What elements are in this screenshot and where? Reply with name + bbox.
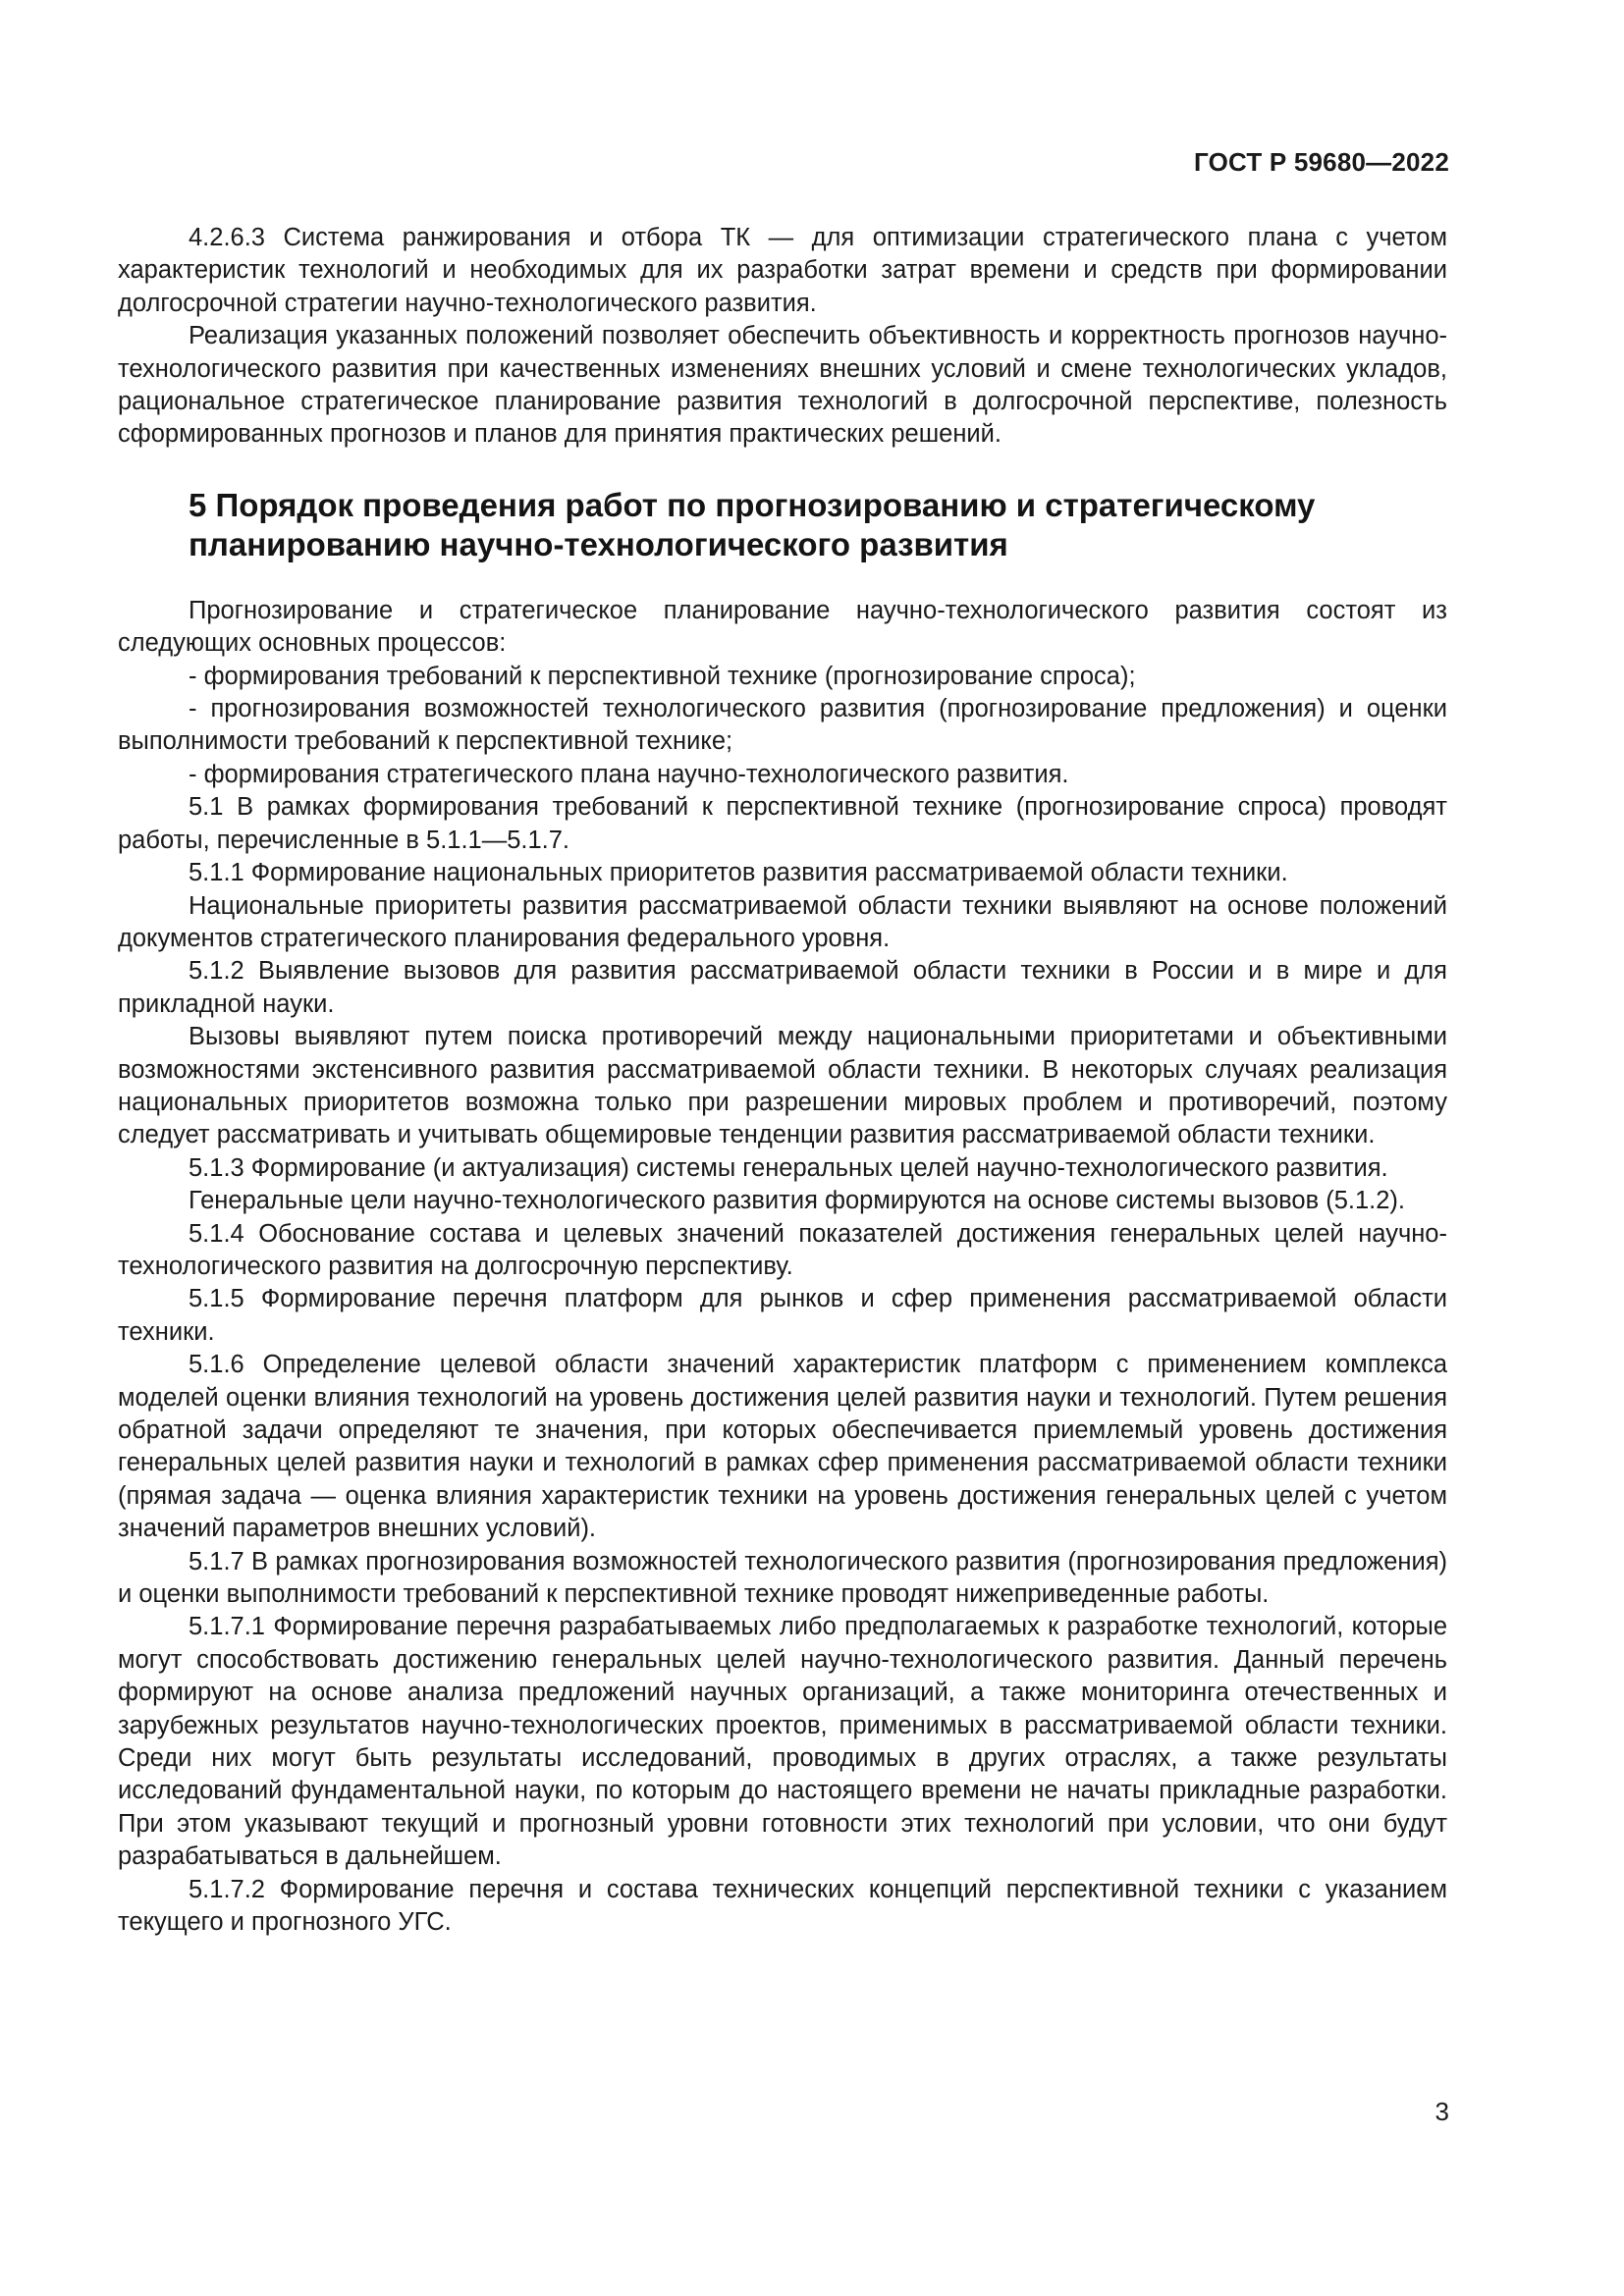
list-item-demand: - формирования требований к перспективной технике (прогнозирование спроса); bbox=[189, 662, 1136, 690]
paragraph-general-goals: Генеральные цели научно-технологического развития формируются на основе системы вызовов (5.1.2). bbox=[189, 1187, 1405, 1215]
paragraph-challenges: Вызовы выявляют путем поиска противоречий между национальными приоритетами и объективными возможностями экстенсивного развития рассматриваемой области техники. В некоторых случаях реализация национальных приоритетов возможна только при разрешении мировых проблем и противоречий, поэтому следует рассматривать и учитывать общемировые тенденции развития рассматриваемой области техники. bbox=[118, 1023, 1447, 1149]
paragraph-5-1-3: 5.1.3 Формирование (и актуализация) системы генеральных целей научно-технологического развития. bbox=[189, 1153, 1388, 1182]
paragraph-5-1-7: 5.1.7 В рамках прогнозирования возможностей технологического развития (прогнозирования предложения) и оценки выполнимости требований к перспективной технике проводят нижеприведенные работы. bbox=[118, 1547, 1447, 1609]
paragraph-5-1-4: 5.1.4 Обоснование состава и целевых значений показателей достижения генеральных целей научно-технологического развития на долгосрочную перспективу. bbox=[118, 1219, 1447, 1280]
list-item-supply: - прогнозирования возможностей технологического развития (прогнозирование предложения) и оценки выполнимости требований к перспективной технике; bbox=[118, 695, 1447, 756]
paragraph-5-1-1: 5.1.1 Формирование национальных приоритетов развития рассматриваемой области техники. bbox=[189, 859, 1288, 887]
paragraph-intro: Прогнозирование и стратегическое планирование научно-технологического развития состоят из следующих основных процессов: bbox=[118, 596, 1447, 658]
paragraph-5-1-7-1: 5.1.7.1 Формирование перечня разрабатываемых либо предполагаемых к разработке технологий, которые могут способствовать достижению генеральных целей научно-технологического развития. Данный перечень формируют на основе анализа предложений научных организаций, а также мониторинга отечественных и зарубежных результатов научно-технологических проектов, применимых в рассматриваемой области техники. Среди них могут быть результаты исследований, проводимых в других отраслях, а также результаты исследований фундаментальной науки, по которым до настоящего времени не начаты прикладные разработки. При этом указывают текущий и прогнозный уровни готовности этих технологий при условии, что они будут разрабатываться в дальнейшем. bbox=[118, 1613, 1447, 1871]
list-item-strategic-plan: - формирования стратегического плана научно-технологического развития. bbox=[189, 760, 1069, 788]
section-5-title: 5 Порядок проведения работ по прогнозированию и стратегическому планированию научно-технологического развития bbox=[189, 486, 1316, 562]
document-code: ГОСТ Р 59680—2022 bbox=[1194, 147, 1449, 177]
paragraph-5-1-2: 5.1.2 Выявление вызовов для развития рассматриваемой области техники в России и в мире и для прикладной науки. bbox=[118, 957, 1447, 1018]
paragraph-national-priorities: Национальные приоритеты развития рассматриваемой области техники выявляют на основе положений документов стратегического планирования федерального уровня. bbox=[118, 891, 1447, 952]
document-body bbox=[118, 222, 1447, 1940]
page-number: 3 bbox=[1435, 2097, 1449, 2126]
paragraph-5-1-5: 5.1.5 Формирование перечня платформ для рынков и сфер применения рассматриваемой области техники. bbox=[118, 1285, 1447, 1346]
paragraph-4-2-6-3: 4.2.6.3 Система ранжирования и отбора ТК — для оптимизации стратегического плана с учетом характеристик технологий и необходимых для их разработки затрат времени и средств при формировании долгосрочной стратегии научно-технологического развития. bbox=[118, 224, 1447, 317]
paragraph-5-1-7-2: 5.1.7.2 Формирование перечня и состава технических концепций перспективной техники с указанием текущего и прогнозного УГС. bbox=[118, 1875, 1447, 1937]
paragraph-5-1-6: 5.1.6 Определение целевой области значений характеристик платформ с применением комплекса моделей оценки влияния технологий на уровень достижения целей развития науки и технологий. Путем решения обратной задачи определяют те значения, при которых обеспечивается приемлемый уровень достижения генеральных целей развития науки и технологий в рамках сфер применения рассматриваемой области техники (прямая задача — оценка влияния характеристик техники на уровень достижения генеральных целей с учетом значений параметров внешних условий). bbox=[118, 1351, 1447, 1543]
paragraph-5-1: 5.1 В рамках формирования требований к перспективной технике (прогнозирование спроса) проводят работы, перечисленные в 5.1.1—5.1.7. bbox=[118, 793, 1447, 854]
paragraph-implementation: Реализация указанных положений позволяет обеспечить объективность и корректность прогнозов научно-технологического развития при качественных изменениях внешних условий и смене технологических укладов, рациональное стратегическое планирование развития технологий в долгосрочной перспективе, полезность сформированных прогнозов и планов для принятия практических решений. bbox=[118, 322, 1447, 449]
